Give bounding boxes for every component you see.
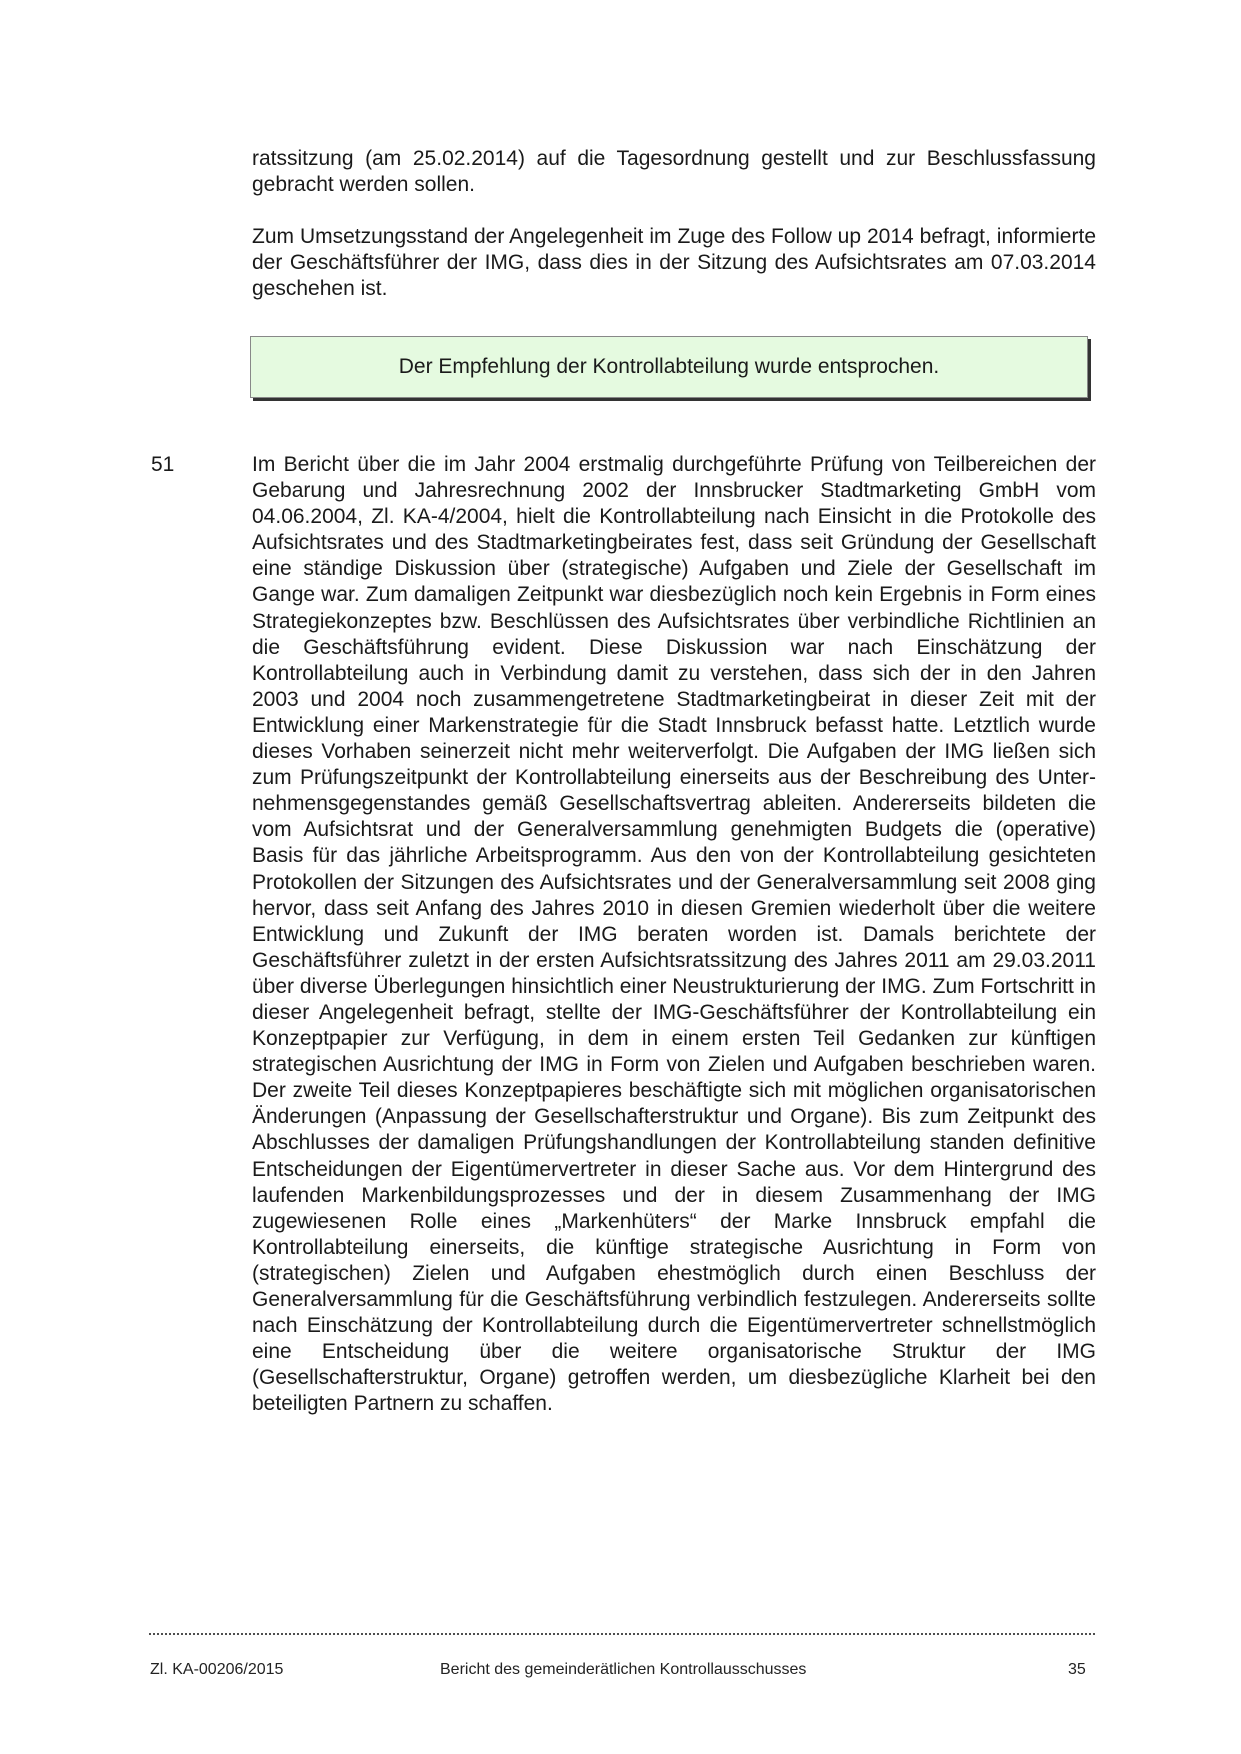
footer-title: Bericht des gemeinderätlichen Kontrollausschusses xyxy=(440,1661,807,1678)
callout-text: Der Empfehlung der Kontrollabteilung wurde entsprochen. xyxy=(398,355,940,378)
section-number: 51 xyxy=(151,453,175,476)
recommendation-callout xyxy=(250,336,1088,398)
status-paragraph: Zum Umsetzungsstand der Angelegenheit im Zuge des Follow up 2014 befragt, informierte der Geschäftsführer der IMG, dass dies in der Sitzung des Aufsichtsrates am 07.03.2014 geschehen ist. xyxy=(252,225,1096,301)
footer-dotted-rule xyxy=(148,1632,1096,1638)
footer-page-number: 35 xyxy=(1068,1661,1086,1678)
intro-paragraph: ratssitzung (am 25.02.2014) auf die Tagesordnung gestellt und zur Beschlussfassung gebracht werden sollen. xyxy=(252,147,1096,197)
footer-reference: Zl. KA-00206/2015 xyxy=(150,1661,284,1678)
main-paragraph: Im Bericht über die im Jahr 2004 erstmalig durchgeführte Prüfung von Teilbereichen der Gebarung und Jahresrechnung 2002 der Innsbrucker Stadtmarketing GmbH vom 04.06.2004, Zl. KA-4/2004, hielt die Kontrollabteilung nach Einsicht in die Protokolle des Aufsichtsrates und des Stadtmarketingbeirates fest, dass seit Gründung der Gesellschaft eine ständige Diskussion über (strategische) Aufgaben und Ziele der Gesellschaft im Gange war. Zum damaligen Zeitpunkt war diesbezüglich noch kein Ergebnis in Form eines Strategiekonzeptes bzw. Beschlüssen des Aufsichtsrates über verbindliche Richtlinien an die Geschäftsführung evident. Diese Diskussion war nach Einschätzung der Kontrollabteilung auch in Verbindung damit zu verstehen, dass sich der in den Jahren 2003 und 2004 noch zusammengetretene Stadtmarketingbeirat in dieser Zeit mit der Entwicklung einer Markenstrategie für die Stadt Innsbruck befasst hatte. Letztlich wurde dieses Vorhaben seinerzeit nicht mehr weiterverfolgt. Die Aufgaben der IMG ließen sich zum Prüfungszeitpunkt der Kontrollabteilung einerseits aus der Beschreibung des Unternehmensgegenstandes gemäß Gesellschaftsvertrag ableiten. Andererseits bildeten die vom Aufsichtsrat und der Generalversammlung genehmigten Budgets die (operative) Basis für das jährliche Arbeitsprogramm. Aus den von der Kontrollabteilung gesichteten Protokollen der Sitzungen des Aufsichtsrates und der Generalversammlung seit 2008 ging hervor, dass seit Anfang des Jahres 2010 in diesen Gremien wiederholt über die weitere Entwicklung und Zukunft der IMG beraten worden ist. Damals berichtete der Geschäftsführer zuletzt in der ersten Aufsichtsratssitzung des Jahres 2011 am 29.03.2011 über diverse Überlegungen hinsichtlich einer Neustrukturierung der IMG. Zum Fortschritt in dieser Angelegenheit befragt, stellte der IMG-Geschäftsführer der Kontrollabteilung ein Konzeptpapier zur Verfügung, in dem in einem ersten Teil Gedanken zur künftigen strategischen Ausrichtung der IMG in Form von Zielen und Aufgaben beschrieben waren. Der zweite Teil dieses Konzeptpapieres beschäftigte sich mit möglichen organisatorischen Änderungen (Anpassung der Gesellschafterstruktur und Organe). Bis zum Zeitpunkt des Abschlusses der damaligen Prüfungshandlungen der Kontrollabteilung standen definitive Entscheidungen der Eigentümervertreter in dieser Sache aus. Vor dem Hintergrund des laufenden Markenbildungsprozesses und der in diesem Zusammenhang der IMG zugewiesenen Rolle eines „Markenhüters“ der Marke Innsbruck empfahl die Kontrollabteilung einerseits, die künftige strategische Ausrichtung in Form von (strategischen) Zielen und Aufgaben ehestmöglich durch einen Beschluss der Generalversammlung für die Geschäftsführung verbindlich festzulegen. Andererseits sollte nach Einschätzung der Kontrollabteilung durch die Eigentümervertreter schnellstmöglich eine Entscheidung über die weitere organisatorische Struktur der IMG (Gesellschafterstruktur, Organe) getroffen werden, um diesbezügliche Klarheit bei den beteiligten Partnern zu schaffen. xyxy=(252,453,1096,1416)
